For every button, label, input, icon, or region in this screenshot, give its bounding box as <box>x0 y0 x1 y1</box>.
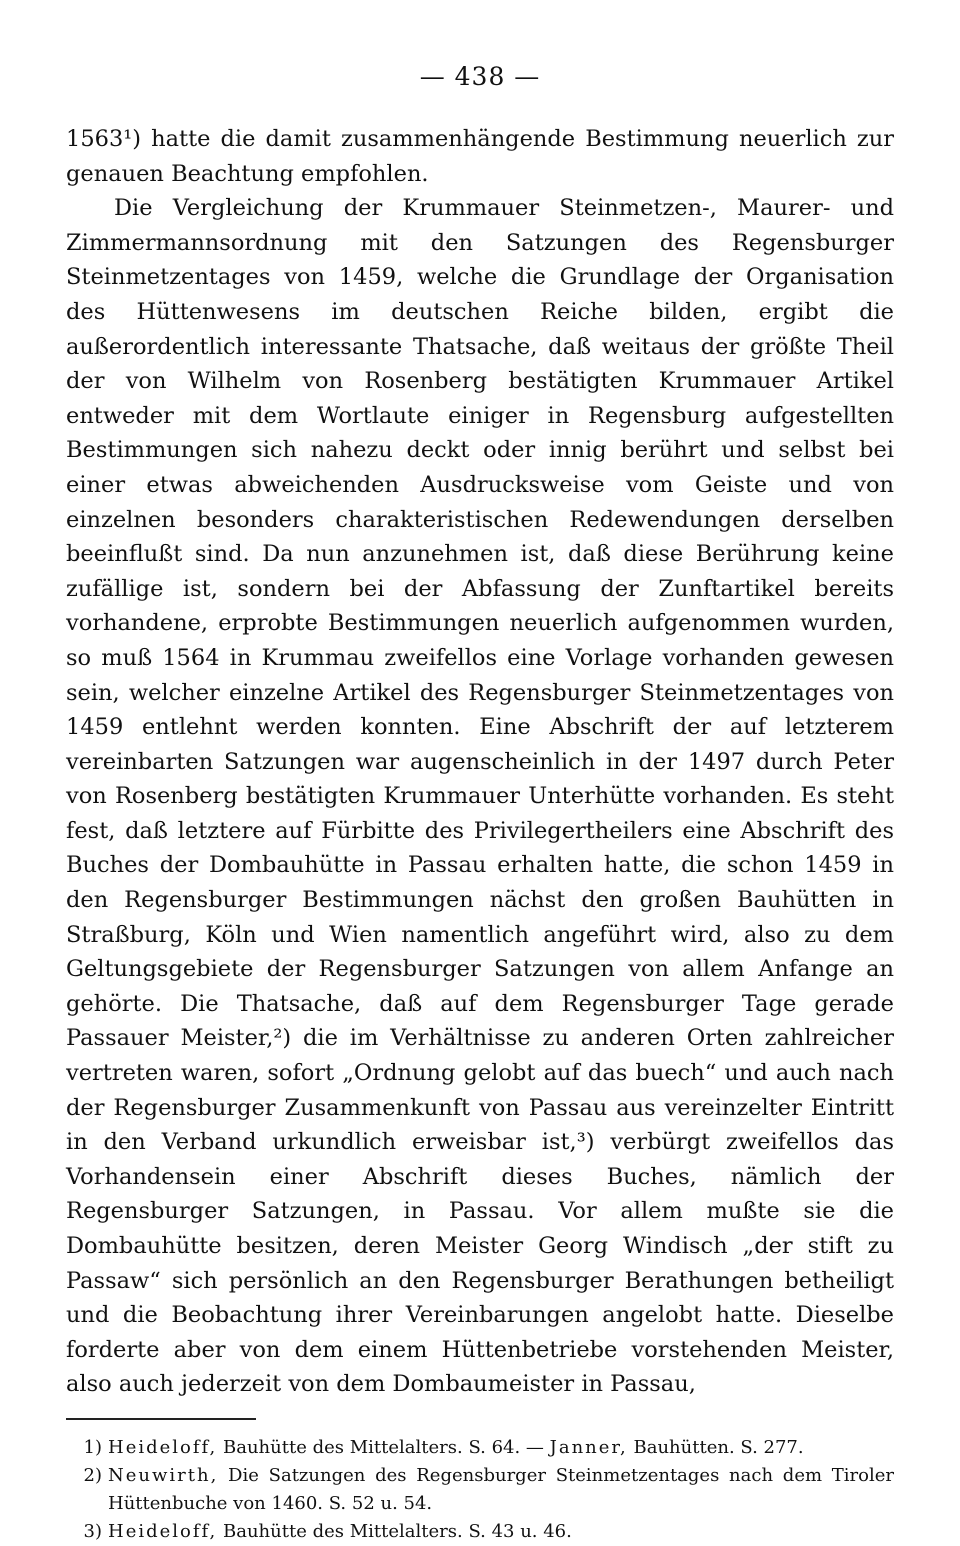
footnote-number: 3) <box>83 1520 102 1542</box>
footnotes <box>66 1434 894 1546</box>
footnote-author: Heideloff, <box>108 1520 218 1542</box>
paragraph-continuation: 1563¹) hatte die damit zusammenhängende Bestimmung neuerlich zur genauen Beachtung empfohlen. <box>66 126 894 187</box>
footnote-text <box>108 1434 894 1462</box>
footnote-author: Heideloff, <box>108 1436 218 1458</box>
footnote-citation-2: Bauhütten. S. 277. <box>627 1436 804 1458</box>
footnote-divider <box>66 1418 256 1420</box>
footnote-number: 2) <box>83 1464 102 1486</box>
footnote-number: 1) <box>83 1436 102 1458</box>
footnote-citation: Bauhütte des Mittelalters. S. 64. — <box>217 1436 550 1458</box>
footnote-text <box>108 1518 894 1546</box>
footnote-author-2: Janner, <box>549 1436 628 1458</box>
footnote-author: Neuwirth, <box>108 1464 219 1486</box>
paragraph-main: Die Vergleichung der Krummauer Steinmetzen-, Maurer- und Zimmermannsordnung mit den Satzungen des Regensburger Steinmetzentages von 1459, welche die Grundlage der Organisation des Hüttenwesens im deutschen Reiche bilden, ergibt die außerordentlich interessante Thatsache, daß weitaus der größte Theil der von Wilhelm von Rosenberg bestätigten Krummauer Artikel entweder mit dem Wortlaute einiger in Regensburg aufgestellten Bestimmungen sich nahezu deckt oder innig berührt und selbst bei einer etwas abweichenden Ausdrucksweise vom Geiste und von einzelnen besonders charakteristischen Redewendungen derselben beeinflußt sind. Da nun anzunehmen ist, daß diese Berührung keine zufällige ist, sondern bei der Abfassung der Zunftartikel bereits vorhandene, erprobte Bestimmungen neuerlich aufgenommen wurden, so muß 1564 in Krummau zweifellos eine Vorlage vorhanden gewesen sein, welcher einzelne Artikel des Regensburger Steinmetzentages von 1459 entlehnt werden konnten. Eine Abschrift der auf letzterem vereinbarten Satzungen war augenscheinlich in der 1497 durch Peter von Rosenberg bestätigten Krummauer Unterhütte vorhanden. Es steht fest, daß letztere auf Fürbitte des Privilegertheilers eine Abschrift des Buches der Dombauhütte in Passau erhalten hatte, die schon 1459 in den Regensburger Bestimmungen nächst den großen Bauhütten in Straßburg, Köln und Wien namentlich angeführt wird, also zu dem Geltungsgebiete der Regensburger Satzungen von allem Anfange an gehörte. Die Thatsache, daß auf dem Regensburger Tage gerade Passauer Meister,²) die im Verhältnisse zu anderen Orten zahlreicher vertreten waren, sofort „Ordnung gelobt auf das buech“ und auch nach der Regensburger Zusammenkunft von Passau aus vereinzelter Eintritt in den Verband urkundlich erweisbar ist,³) verbürgt zweifellos das Vorhandensein einer Abschrift dieses Buches, nämlich der Regensburger Satzungen, in Passau. Vor allem mußte sie die Dombauhütte besitzen, deren Meister Georg Windisch „der stift zu Passaw“ sich persönlich an den Regensburger Berathungen betheiligt und die Beobachtung ihrer Vereinbarungen angelobt hatte. Dieselbe forderte aber von dem einem Hüttenbetriebe vorstehenden Meister, also auch jederzeit von dem Dombaumeister in Passau, <box>66 195 894 1398</box>
footnote-1 <box>66 1434 894 1462</box>
footnote-3 <box>66 1518 894 1546</box>
footnote-citation: Bauhütte des Mittelalters. S. 43 u. 46. <box>217 1520 572 1542</box>
footnote-text <box>108 1462 894 1518</box>
body-text <box>66 122 894 1402</box>
page-number: — 438 — <box>419 62 541 91</box>
footnote-citation: Die Satzungen des Regensburger Steinmetzentages nach dem Tiroler Hüttenbuche von 1460. S. 52 u. 54. <box>108 1464 894 1514</box>
footnote-2 <box>66 1462 894 1518</box>
